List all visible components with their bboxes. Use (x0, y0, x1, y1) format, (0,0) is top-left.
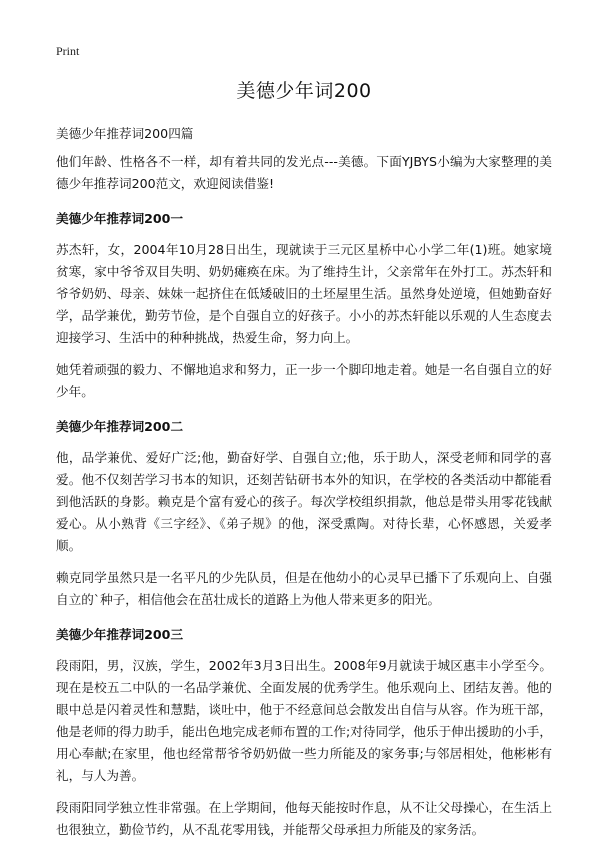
section-heading-1: 美德少年推荐词200一 (56, 211, 184, 226)
document-subtitle: 美德少年推荐词200四篇 (56, 126, 194, 141)
section-3-paragraph-2: 段雨阳同学独立性非常强。在上学期间，他每天能按时作息，从不让父母操心，在生活上也很独立，勤俭节约，从不乱花零用钱，并能帮父母承担力所能及的家务活。 (56, 800, 552, 837)
print-link[interactable]: Print (56, 44, 80, 58)
page-title: 美德少年词200 (236, 80, 372, 102)
document-page (56, 78, 552, 841)
section-1-paragraph-2: 她凭着顽强的毅力、不懈地追求和努力，正一步一个脚印地走着。她是一名自强自立的好少年。 (56, 362, 552, 399)
section-heading-2: 美德少年推荐词200二 (56, 419, 184, 434)
section-3-paragraph-1: 段雨阳，男，汉族，学生，2002年3月3日出生。2008年9月就读于城区惠丰小学至今。现在是校五二中队的一名品学兼优、全面发展的优秀学生。他乐观向上、团结友善。他的眼中总是闪着灵性和慧黠，谈吐中，他于不经意间总会散发出自信与从容。作为班干部，他是老师的得力助手，能出色地完成老师布置的工作;对待同学，他乐于伸出援助的小手，用心奉献;在家里，他也经常帮爷爷奶奶做一些力所能及的家务事;与邻居相处，他彬彬有礼，与人为善。 (56, 658, 552, 783)
intro-paragraph: 他们年龄、性格各不一样，却有着共同的发光点---美德。下面YJBYS小编为大家整理的美德少年推荐词200范文，欢迎阅读借鉴! (56, 154, 552, 191)
section-2-paragraph-1: 他，品学兼优、爱好广泛;他，勤奋好学、自强自立;他，乐于助人，深受老师和同学的喜爱。他不仅刻苦学习书本的知识，还刻苦钻研书本外的知识，在学校的各类活动中都能看到他活跃的身影。赖克是个富有爱心的孩子。每次学校组织捐款，他总是带头用零花钱献爱心。从小熟背《三字经》、《弟子规》的他，深受熏陶。对待长辈，心怀感恩，关爱孝顺。 (56, 450, 552, 553)
section-2-paragraph-2: 赖克同学虽然只是一名平凡的少先队员，但是在他幼小的心灵早已播下了乐观向上、自强自立的`种子，相信他会在茁壮成长的道路上为他人带来更多的阳光。 (56, 570, 552, 607)
section-heading-3: 美德少年推荐词200三 (56, 627, 184, 642)
section-1-paragraph-1: 苏杰轩，女，2004年10月28日出生，现就读于三元区星桥中心小学二年(1)班。她家境贫寒，家中爷爷双目失明、奶奶瘫痪在床。为了维持生计，父亲常年在外打工。苏杰轩和爷爷奶奶、母亲、妹妹一起挤住在低矮破旧的土坯屋里生活。虽然身处逆境，但她勤奋好学，品学兼优，勤劳节俭，是个自强自立的好孩子。小小的苏杰轩能以乐观的人生态度去迎接学习、生活中的种种挑战，热爱生命，努力向上。 (56, 242, 552, 345)
